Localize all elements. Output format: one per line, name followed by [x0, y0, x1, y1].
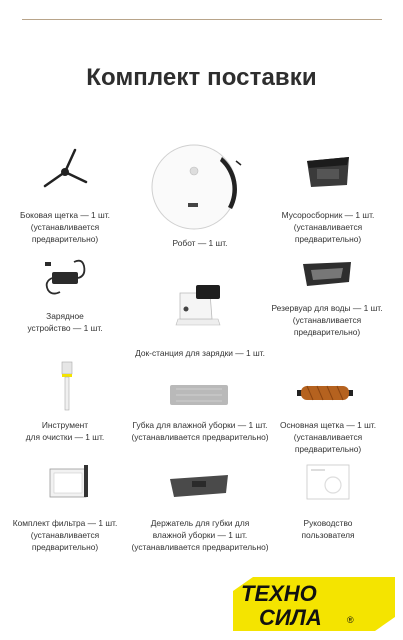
filter-caption: Комплект фильтра — 1 шт. (устанавливается предварительно) [12, 518, 118, 552]
filter-image [48, 463, 90, 499]
top-divider [22, 19, 382, 20]
robot-image [150, 141, 242, 233]
dock-caption: Док-станция для зарядки — 1 шт. [135, 348, 265, 358]
side-brush-caption: Боковая щетка — 1 шт. (устанавливается предварительно) [20, 210, 110, 244]
svg-text:®: ® [347, 615, 354, 625]
mop-holder-caption: Держатель для губки для влажной уборки — 1 шт. (устанавливается предварительно) [131, 518, 269, 552]
mop-holder-image [166, 471, 232, 499]
main-brush-caption: Основная щетка — 1 шт. (устанавливается предварительно) [279, 420, 377, 454]
mop-pad-caption: Губка для влажной уборки — 1 шт. (устанавливается предварительно) [131, 420, 269, 442]
manual-caption: Руководство пользователя [301, 518, 355, 540]
robot-caption: Робот — 1 шт. [172, 238, 228, 248]
water-tank-caption: Резервуар для воды — 1 шт. (устанавливается предварительно) [271, 303, 383, 337]
charger-caption: Зарядное устройство — 1 шт. [27, 311, 103, 333]
cleaning-tool-caption: Инструмент для очистки — 1 шт. [25, 420, 105, 442]
mop-pad-image [168, 383, 230, 407]
side-brush-image [40, 146, 90, 196]
cleaning-tool-image [60, 360, 74, 412]
technosila-logo [229, 571, 399, 637]
dock-image [172, 283, 224, 327]
water-tank-image [301, 260, 353, 288]
page-title: Комплект поставки [86, 64, 317, 91]
main-brush-image [295, 382, 355, 404]
manual-image [305, 463, 351, 501]
dustbin-image [303, 155, 353, 191]
svg-text:СИЛА: СИЛА [259, 605, 322, 630]
charger-image [40, 256, 90, 296]
svg-text:ТЕХНО: ТЕХНО [241, 581, 317, 606]
dustbin-caption: Мусоросборник — 1 шт. (устанавливается предварительно) [281, 210, 375, 244]
